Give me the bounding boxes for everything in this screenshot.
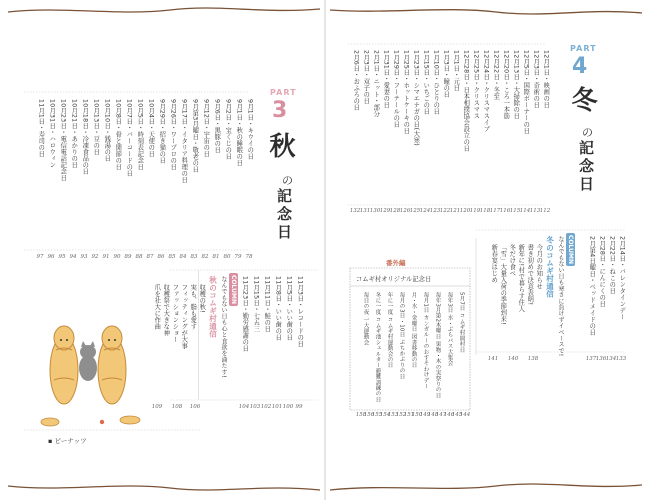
page-number: 81 <box>212 254 220 260</box>
column-line: 爪を社大に作曲 <box>153 284 161 330</box>
toc-entry[interactable]: 1月23日・シマエナガの日(大寒) <box>412 50 420 146</box>
column-line: 「雪」大量入荷の季節到来! <box>499 244 507 325</box>
page-number: 104 <box>238 404 250 410</box>
toc-entry[interactable]: 10月18日・冷凍食品の日 <box>81 99 89 175</box>
toc-entry[interactable]: 10月23日・電信電話記念日 <box>59 99 67 181</box>
page-number: 94 <box>69 254 77 260</box>
toc-entry[interactable]: 2月28日・にんにくの日 <box>598 236 606 308</box>
column-line: フィッティングが大事 <box>180 284 188 349</box>
special-item[interactable]: 冬に一度 コムギ池シェルター避難訓練の日 <box>374 292 381 403</box>
kinenbi-title: 記念日 <box>577 140 595 194</box>
page-number: 126 <box>399 208 411 214</box>
page-number: 89 <box>124 254 132 260</box>
page-number: 106 <box>189 404 201 410</box>
page-number: 128 <box>389 208 401 214</box>
toc-entry[interactable]: 2月1日・ニット・部分 <box>372 50 380 117</box>
page-number: 158 <box>355 412 367 418</box>
column-line: 実も、脂も愛す <box>189 284 197 330</box>
page-number: 101 <box>271 404 283 410</box>
part-number: 4 <box>572 54 588 79</box>
toc-entry[interactable]: 2月3日・双子の日 <box>362 50 370 104</box>
page-number: 118 <box>479 208 491 214</box>
toc-entry[interactable]: 1月25日・ホットケーキの日 <box>402 50 410 135</box>
toc-entry[interactable]: 1月3日・瞳の日 <box>442 50 450 98</box>
toc-entry[interactable]: 10月13日・豆の日 <box>92 99 100 155</box>
part-number: 3 <box>272 98 288 123</box>
toc-entry[interactable]: 9月1日・キウイの日 <box>246 99 254 160</box>
toc-entry[interactable]: 1月29日・フーテールの日 <box>392 50 400 128</box>
page-number: 130 <box>369 208 381 214</box>
no-character: の <box>582 126 593 139</box>
toc-entry[interactable]: 12月22日・冬至 <box>492 50 500 100</box>
page-number: 90 <box>113 254 121 260</box>
column-title-2[interactable]: 冬のコムギ村通信 <box>545 236 555 298</box>
page-number: 149 <box>419 412 431 418</box>
toc-entry[interactable]: 1月15日・いちごの日 <box>422 50 430 115</box>
toc-entry[interactable]: 1月31日・愛妻の日 <box>382 50 390 109</box>
part-label: PART <box>570 44 597 53</box>
page-number: 115 <box>509 208 521 214</box>
column-line: ファッションショー <box>171 284 179 343</box>
toc-entry[interactable]: 12月1日・映画の日 <box>542 50 550 109</box>
page-number: 151 <box>403 412 415 418</box>
column-line: 収穫祭で大きな神 <box>162 284 170 336</box>
page-number: 145 <box>451 412 463 418</box>
column-tag: COLUMN <box>567 235 574 264</box>
column-line: 収穫の秋! <box>198 284 206 313</box>
page-number: 138 <box>527 356 539 362</box>
toc-entry[interactable]: 12月20日・ころ一本筋 <box>502 50 510 119</box>
page-number: 148 <box>427 412 439 418</box>
toc-entry[interactable]: 9月2日・宝くじの日 <box>224 99 232 160</box>
page-number: 91 <box>102 254 110 260</box>
page-number: 132 <box>349 208 361 214</box>
page-number: 147 <box>435 412 447 418</box>
page-number: 140 <box>507 356 519 362</box>
toc-entry[interactable]: 11月11日・鮭の日 <box>263 276 271 332</box>
column-line: 新春宴はじめ <box>490 244 498 283</box>
toc-entry[interactable]: 11月8日・いい歯の日 <box>274 276 282 341</box>
page-number: 154 <box>379 412 391 418</box>
season-title: 冬 <box>567 86 597 112</box>
toc-entry[interactable]: 12月25日・クリスマス <box>472 50 480 119</box>
page-number: 146 <box>443 412 455 418</box>
toc-entry[interactable]: 11月5日・いい歯の日 <box>285 276 293 341</box>
special-edition-title: コムギ村オリジナル記念日 <box>356 276 432 283</box>
page-number: 123 <box>429 208 441 214</box>
page-number: 109 <box>151 404 163 410</box>
column-title-1[interactable]: なんでもない日も心と食欲を満たす! <box>220 276 227 378</box>
column-tag: COLUMN <box>230 275 237 304</box>
toc-entry[interactable]: 11月3日・レコードの日 <box>296 276 304 348</box>
page-number: 96 <box>47 254 55 260</box>
peanut-characters-illustration <box>30 310 150 440</box>
column-line: 書き初めで決意表明! <box>526 244 534 306</box>
page-number: 82 <box>201 254 209 260</box>
page-number: 93 <box>80 254 88 260</box>
page-number: 99 <box>295 404 303 410</box>
toc-entry[interactable]: 1月10日・ひとりの日 <box>432 50 440 115</box>
column-line: 新年に!村で暮らす住人 <box>517 244 525 312</box>
toc-entry[interactable]: 12月5日・国際ボーナーの日 <box>522 50 530 135</box>
season-title: 秋 <box>265 132 295 158</box>
toc-entry[interactable]: 11月15日・七五三 <box>252 276 260 332</box>
special-item[interactable]: 毎日の夜 一大運動会 <box>362 292 369 346</box>
page-number: 84 <box>179 254 187 260</box>
special-item[interactable]: 年に一度 コムギ村運動会の日 <box>386 292 393 369</box>
page-number: 85 <box>168 254 176 260</box>
toc-entry[interactable]: 1月1日・元日 <box>452 50 460 91</box>
page-number: 124 <box>419 208 431 214</box>
page-number: 79 <box>234 254 242 260</box>
left-page <box>0 0 324 500</box>
toc-entry[interactable]: 2月6日・おふろの日 <box>352 50 360 111</box>
page-number: 156 <box>363 412 375 418</box>
page-number: 141 <box>487 356 499 362</box>
toc-entry[interactable]: 10月8日・骨と関節の日 <box>114 99 122 171</box>
special-item[interactable]: 5月7日 コムギ村開村日 <box>458 292 465 353</box>
page-number: 153 <box>387 412 399 418</box>
page-number: 78 <box>245 254 253 260</box>
toc-entry[interactable]: 9月26日・ワープロの日 <box>169 99 177 171</box>
page-number: 114 <box>519 208 531 214</box>
page-number: 125 <box>409 208 421 214</box>
no-character: の <box>282 174 293 187</box>
page-number: 122 <box>439 208 451 214</box>
toc-entry[interactable]: 2月第4日曜日・ベッドメイドの日 <box>588 236 596 336</box>
special-item[interactable]: 毎年3月第2木曜日 果物・木の実祭りの日 <box>434 292 441 399</box>
page-number: 152 <box>395 412 407 418</box>
page-number: 131 <box>359 208 371 214</box>
toc-entry[interactable]: 9月12日・宇宙の日 <box>202 99 210 158</box>
toc-entry[interactable]: 9月29日・招き猫の日 <box>158 99 166 164</box>
special-edition-tag: 番外編 <box>386 259 406 267</box>
toc-entry[interactable]: 12月24日・クリスマスイブ <box>482 50 490 132</box>
page-number: 102 <box>260 404 272 410</box>
page-number: 87 <box>146 254 154 260</box>
page-number: 116 <box>499 208 511 214</box>
toc-entry[interactable]: 9月17日・イタリア料理の日 <box>180 99 188 184</box>
page-number: 121 <box>449 208 461 214</box>
toc-entry[interactable]: 9月1日・秋の睡眠の日 <box>235 99 243 166</box>
toc-entry[interactable]: 12月3日・奇術の日 <box>532 50 540 109</box>
toc-entry[interactable]: 10月5日・時刻表記念日 <box>136 99 144 171</box>
page-number: 112 <box>539 208 551 214</box>
column-title-1[interactable]: なんでもない日も寒さに負けずイベースで! <box>557 236 564 357</box>
page-number: 100 <box>282 404 294 410</box>
page-number: 120 <box>459 208 471 214</box>
toc-entry[interactable]: 12月13日・大掃除の日 <box>512 50 520 119</box>
page-number: 92 <box>91 254 99 260</box>
page-number: 144 <box>459 412 471 418</box>
column-line: 今月のお知らせ <box>535 244 543 290</box>
page-number: 97 <box>36 254 44 260</box>
page-number: 86 <box>157 254 165 260</box>
toc-entry[interactable]: 10月10日・銭湯の日 <box>103 99 111 162</box>
page-number: 119 <box>469 208 481 214</box>
illustration-caption: ▪ ピーナッツ <box>48 437 87 445</box>
page-number: 88 <box>135 254 143 260</box>
page-number: 134 <box>605 356 617 362</box>
part-label: PART <box>270 88 297 97</box>
page-number: 117 <box>489 208 501 214</box>
toc-entry[interactable]: 10月4日・天使の日 <box>147 99 155 158</box>
page-number: 113 <box>529 208 541 214</box>
page-number: 108 <box>171 404 183 410</box>
special-item[interactable]: 毎年3日 水・ぶらバス大集会 <box>446 292 453 367</box>
toc-entry[interactable]: 11月23日・勤労感謝の日 <box>241 276 249 352</box>
toc-entry[interactable]: 10月31日・ハロウィン <box>48 99 56 168</box>
toc-entry[interactable]: 9月第3月曜日・敬老の日 <box>191 99 199 173</box>
column-line: 冬だけ食べ <box>508 244 516 277</box>
toc-entry[interactable]: 11月1日・寿司の日 <box>37 99 45 158</box>
page-number: 155 <box>371 412 383 418</box>
special-item[interactable]: 毎月の3日・10日 ぷちかぶりの日 <box>398 292 405 380</box>
toc-entry[interactable]: 10月7日・バーコードの日 <box>125 99 133 177</box>
right-page <box>326 0 650 500</box>
page-number: 80 <box>223 254 231 260</box>
special-item[interactable]: 月・水・金曜日 図書移動の日 <box>410 292 417 369</box>
page-number: 129 <box>379 208 391 214</box>
kinenbi-title: 記念日 <box>275 188 293 242</box>
special-item[interactable]: 毎月1日 カンガルーのおすそわけデー <box>422 292 429 389</box>
page-number: 103 <box>249 404 261 410</box>
toc-entry[interactable]: 12月28日・日本相撲協会設立の日 <box>462 50 470 152</box>
page-number: 95 <box>58 254 66 260</box>
page-number: 137 <box>585 356 597 362</box>
page-number: 150 <box>411 412 423 418</box>
column-title-2[interactable]: 秋のコムギ村通信 <box>208 276 218 338</box>
page-number: 83 <box>190 254 198 260</box>
page-number: 136 <box>595 356 607 362</box>
toc-entry[interactable]: 10月21日・あかりの日 <box>70 99 78 168</box>
toc-entry[interactable]: 9月6日・黒豚の日 <box>213 99 221 153</box>
toc-entry[interactable]: 2月22日・ねこの日 <box>608 236 616 295</box>
toc-entry[interactable]: 2月14日・バレンタインデー <box>618 236 626 321</box>
page-number: 133 <box>615 356 627 362</box>
